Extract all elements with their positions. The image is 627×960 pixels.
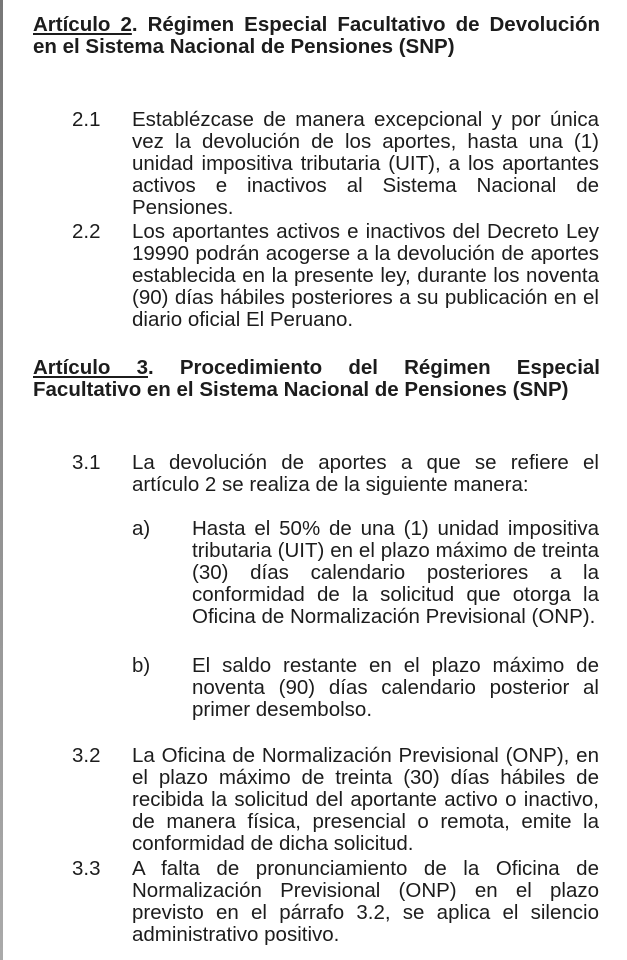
article-3-heading	[33, 357, 600, 401]
item-3-3-number: 3.3	[72, 857, 101, 880]
sub-item-b-label: b)	[132, 654, 151, 677]
item-3-1-number: 3.1	[72, 451, 101, 474]
article-3-label: Artículo 3	[33, 356, 148, 379]
article-3-title: . Procedimiento del Régimen Especial Facultativo en el Sistema Nacional de Pensiones (SNP)	[33, 356, 600, 401]
item-3-2-number: 3.2	[72, 744, 101, 767]
item-3-1-text: La devolución de aportes a que se refiere el artículo 2 se realiza de la siguiente manera:	[132, 451, 599, 496]
sub-item-a-label: a)	[132, 517, 151, 540]
sub-item-b-text: El saldo restante en el plazo máximo de noventa (90) días calendario posterior al primer desembolso.	[192, 654, 599, 721]
item-3-2-text: La Oficina de Normalización Previsional (ONP), en el plazo máximo de treinta (30) días hábiles de recibida la solicitud del aportante activo o inactivo, de manera física, presencial o remota, emite la conformidad de dicha solicitud.	[132, 744, 599, 855]
article-2-label: Artículo 2	[33, 13, 132, 36]
item-2-1-number: 2.1	[72, 108, 101, 131]
item-2-2-number: 2.2	[72, 220, 101, 243]
item-3-3-text: A falta de pronunciamiento de la Oficina de Normalización Previsional (ONP) en el plazo previsto en el párrafo 3.2, se aplica el silencio administrativo positivo.	[132, 857, 599, 946]
item-2-1-text: Establézcase de manera excepcional y por única vez la devolución de los aportes, hasta una (1) unidad impositiva tributaria (UIT), a los aportantes activos e inactivos al Sistema Nacional de Pensiones.	[132, 108, 599, 219]
article-2-heading	[33, 14, 600, 58]
article-2-title: . Régimen Especial Facultativo de Devolución en el Sistema Nacional de Pensiones (SNP)	[33, 13, 600, 58]
sub-item-a-text: Hasta el 50% de una (1) unidad impositiva tributaria (UIT) en el plazo máximo de treinta (30) días calendario posteriores a la conformidad de la solicitud que otorga la Oficina de Normalización Previsional (ONP).	[192, 517, 599, 628]
page-edge-line	[0, 0, 3, 960]
item-2-2-text: Los aportantes activos e inactivos del Decreto Ley 19990 podrán acogerse a la devolución de aportes establecida en la presente ley, durante los noventa (90) días hábiles posteriores a su publicación en el diario oficial El Peruano.	[132, 220, 599, 331]
